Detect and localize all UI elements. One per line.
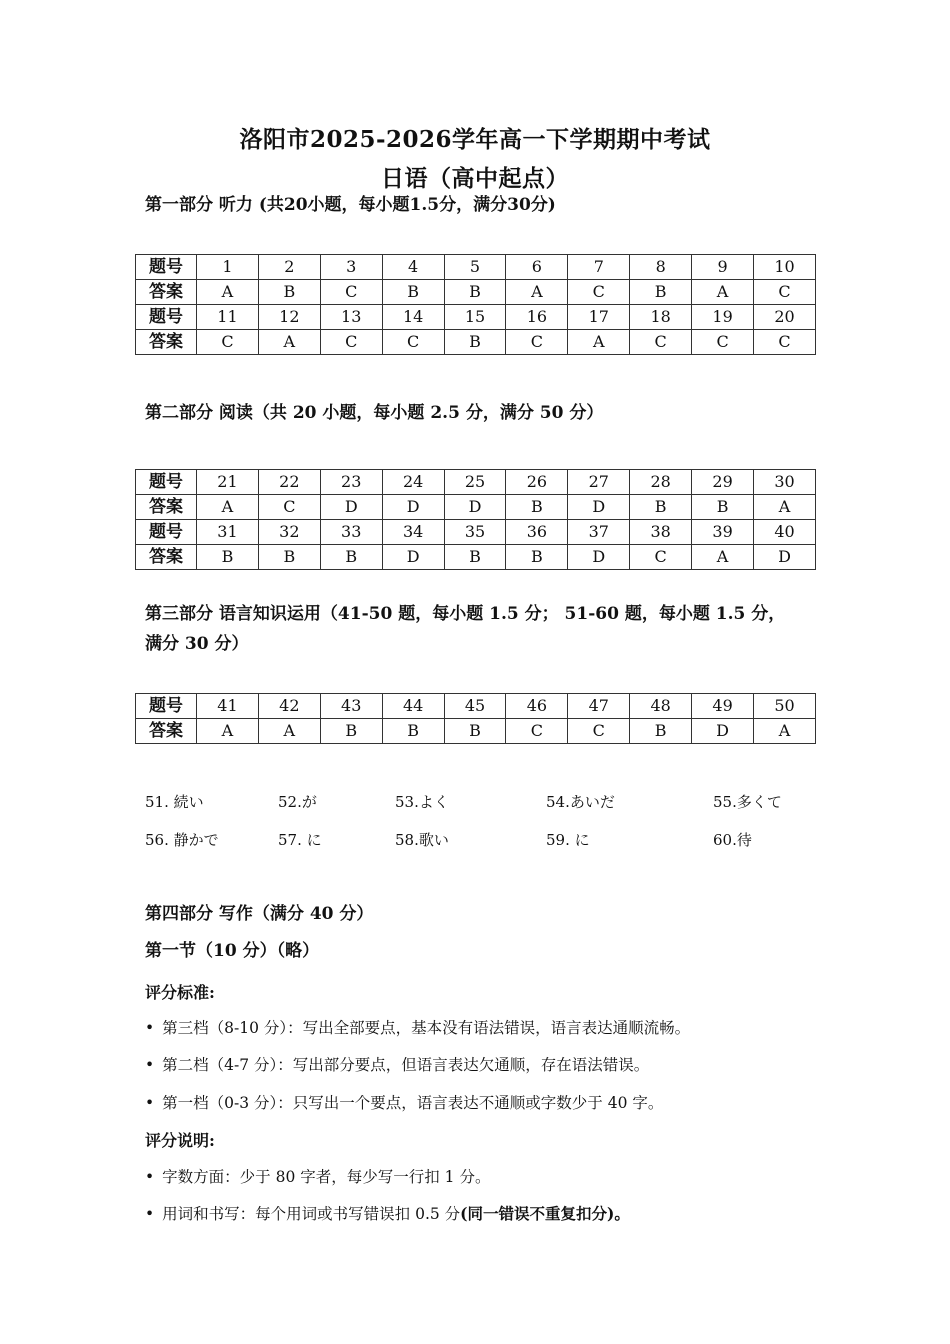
label-cell: 答案 (136, 545, 197, 570)
num-cell: 50 (754, 694, 816, 719)
table-row (136, 545, 816, 570)
answer-cell: B (444, 330, 506, 355)
num-cell: 8 (630, 255, 692, 280)
note-text: 字数方面：少于 80 字者，每少写一行扣 1 分。 (162, 1168, 491, 1186)
label-cell: 题号 (136, 255, 197, 280)
note-emphasis: (同一错误不重复扣分)。 (460, 1204, 630, 1223)
answer-cell: D (382, 495, 444, 520)
num-cell: 14 (382, 305, 444, 330)
answer-cell: D (692, 719, 754, 744)
label-cell: 题号 (136, 305, 197, 330)
label-cell: 答案 (136, 495, 197, 520)
num-cell: 38 (630, 520, 692, 545)
table-row (136, 330, 816, 355)
answer-cell: C (382, 330, 444, 355)
num-cell: 15 (444, 305, 506, 330)
answer-cell: B (630, 280, 692, 305)
answer-cell: C (320, 280, 382, 305)
num-cell: 4 (382, 255, 444, 280)
answer-cell: D (444, 495, 506, 520)
answer-cell: C (568, 280, 630, 305)
answer-cell: B (320, 545, 382, 570)
fill-answer: 55.多くて (713, 793, 782, 811)
part1-heading: 第一部分 听力 (共20小题，每小题1.5分，满分30分) (145, 195, 556, 215)
num-cell: 6 (506, 255, 568, 280)
fill-answer: 56. 静かで (145, 831, 219, 849)
num-cell: 25 (444, 470, 506, 495)
answer-cell: C (568, 719, 630, 744)
answer-cell: B (630, 495, 692, 520)
table-row (136, 255, 816, 280)
label-cell: 题号 (136, 470, 197, 495)
fill-answer: 54.あいだ (546, 793, 615, 811)
table-row (136, 305, 816, 330)
bullet-icon: • (145, 1019, 155, 1037)
bullet-icon: • (145, 1168, 155, 1186)
num-cell: 42 (258, 694, 320, 719)
fill-answer: 51. 続い (145, 793, 204, 811)
answer-cell: A (754, 495, 816, 520)
note-item (145, 1165, 490, 1187)
num-cell: 1 (197, 255, 259, 280)
criteria-text: 第三档（8-10 分）：写出全部要点，基本没有语法错误，语言表达通顺流畅。 (162, 1019, 691, 1037)
criteria-item (145, 1016, 690, 1038)
answer-cell: A (197, 719, 259, 744)
answer-cell: C (506, 719, 568, 744)
part3-heading-line1: 第三部分 语言知识运用（41-50 题，每小题 1.5 分； 51-60 题，每小题 1.5 分， (145, 604, 786, 624)
part4-section-heading: 第一节（10 分）（略） (145, 941, 320, 961)
bullet-icon: • (145, 1056, 155, 1074)
answer-cell: A (197, 495, 259, 520)
table-row (136, 719, 816, 744)
label-cell: 答案 (136, 719, 197, 744)
num-cell: 9 (692, 255, 754, 280)
num-cell: 31 (197, 520, 259, 545)
answer-cell: C (197, 330, 259, 355)
answer-cell: B (444, 280, 506, 305)
answer-cell: A (692, 545, 754, 570)
num-cell: 13 (320, 305, 382, 330)
notes-title: 评分说明: (145, 1131, 215, 1150)
part3-heading-line2: 满分 30 分） (145, 634, 249, 654)
answer-cell: B (506, 495, 568, 520)
label-cell: 题号 (136, 694, 197, 719)
num-cell: 30 (754, 470, 816, 495)
num-cell: 26 (506, 470, 568, 495)
num-cell: 18 (630, 305, 692, 330)
answer-cell: A (258, 330, 320, 355)
answer-cell: C (754, 330, 816, 355)
document-subtitle: 日语（高中起点） (381, 165, 569, 192)
answer-cell: B (506, 545, 568, 570)
answer-cell: B (630, 719, 692, 744)
num-cell: 44 (382, 694, 444, 719)
answer-cell: C (692, 330, 754, 355)
document-title: 洛阳市2025-2026学年高一下学期期中考试 (239, 126, 711, 153)
answer-cell: D (754, 545, 816, 570)
num-cell: 39 (692, 520, 754, 545)
num-cell: 28 (630, 470, 692, 495)
bullet-icon: • (145, 1094, 155, 1112)
answer-cell: A (754, 719, 816, 744)
answer-cell: B (382, 719, 444, 744)
fill-answer: 59. に (546, 831, 590, 849)
num-cell: 47 (568, 694, 630, 719)
num-cell: 49 (692, 694, 754, 719)
num-cell: 48 (630, 694, 692, 719)
answer-cell: A (692, 280, 754, 305)
answer-cell: C (630, 330, 692, 355)
num-cell: 29 (692, 470, 754, 495)
num-cell: 17 (568, 305, 630, 330)
answer-cell: B (320, 719, 382, 744)
num-cell: 7 (568, 255, 630, 280)
num-cell: 32 (258, 520, 320, 545)
fill-answer: 52.が (278, 793, 317, 811)
num-cell: 36 (506, 520, 568, 545)
answer-cell: D (568, 545, 630, 570)
table-row (136, 280, 816, 305)
answer-cell: B (258, 545, 320, 570)
answer-cell: B (444, 719, 506, 744)
table-row (136, 495, 816, 520)
part1-answer-table (135, 254, 816, 355)
num-cell: 11 (197, 305, 259, 330)
label-cell: 题号 (136, 520, 197, 545)
num-cell: 43 (320, 694, 382, 719)
criteria-item (145, 1091, 663, 1113)
answer-cell: C (630, 545, 692, 570)
answer-cell: D (382, 545, 444, 570)
fill-answer: 58.歌い (395, 831, 449, 849)
num-cell: 12 (258, 305, 320, 330)
num-cell: 45 (444, 694, 506, 719)
num-cell: 40 (754, 520, 816, 545)
answer-cell: D (320, 495, 382, 520)
answer-cell: A (258, 719, 320, 744)
num-cell: 5 (444, 255, 506, 280)
fill-answer: 57. に (278, 831, 322, 849)
part2-answer-table (135, 469, 816, 570)
num-cell: 22 (258, 470, 320, 495)
criteria-title: 评分标准: (145, 983, 215, 1002)
num-cell: 33 (320, 520, 382, 545)
table-row (136, 520, 816, 545)
num-cell: 37 (568, 520, 630, 545)
part3-answer-table (135, 693, 816, 744)
label-cell: 答案 (136, 280, 197, 305)
answer-cell: B (692, 495, 754, 520)
note-text: 用词和书写：每个用词或书写错误扣 0.5 分 (162, 1205, 461, 1223)
fill-answer: 53.よく (395, 793, 449, 811)
label-cell: 答案 (136, 330, 197, 355)
answer-cell: B (382, 280, 444, 305)
num-cell: 34 (382, 520, 444, 545)
num-cell: 27 (568, 470, 630, 495)
table-row (136, 694, 816, 719)
criteria-text: 第一档（0-3 分）：只写出一个要点，语言表达不通顺或字数少于 40 字。 (162, 1094, 664, 1112)
answer-cell: B (197, 545, 259, 570)
answer-cell: C (258, 495, 320, 520)
answer-cell: C (506, 330, 568, 355)
bullet-icon: • (145, 1205, 155, 1223)
answer-cell: C (754, 280, 816, 305)
num-cell: 21 (197, 470, 259, 495)
answer-cell: B (258, 280, 320, 305)
num-cell: 3 (320, 255, 382, 280)
num-cell: 19 (692, 305, 754, 330)
part2-heading: 第二部分 阅读（共 20 小题，每小题 2.5 分，满分 50 分） (145, 403, 604, 423)
criteria-item (145, 1053, 649, 1075)
num-cell: 10 (754, 255, 816, 280)
num-cell: 2 (258, 255, 320, 280)
answer-cell: D (568, 495, 630, 520)
fill-answer: 60.待 (713, 831, 752, 849)
note-item (145, 1202, 630, 1224)
answer-cell: A (568, 330, 630, 355)
num-cell: 35 (444, 520, 506, 545)
table-row (136, 470, 816, 495)
num-cell: 46 (506, 694, 568, 719)
answer-cell: B (444, 545, 506, 570)
answer-cell: A (506, 280, 568, 305)
answer-cell: A (197, 280, 259, 305)
num-cell: 24 (382, 470, 444, 495)
num-cell: 41 (197, 694, 259, 719)
num-cell: 20 (754, 305, 816, 330)
part4-heading: 第四部分 写作（满分 40 分） (145, 904, 374, 924)
criteria-text: 第二档（4-7 分）：写出部分要点，但语言表达欠通顺，存在语法错误。 (162, 1056, 650, 1074)
answer-cell: C (320, 330, 382, 355)
num-cell: 16 (506, 305, 568, 330)
num-cell: 23 (320, 470, 382, 495)
